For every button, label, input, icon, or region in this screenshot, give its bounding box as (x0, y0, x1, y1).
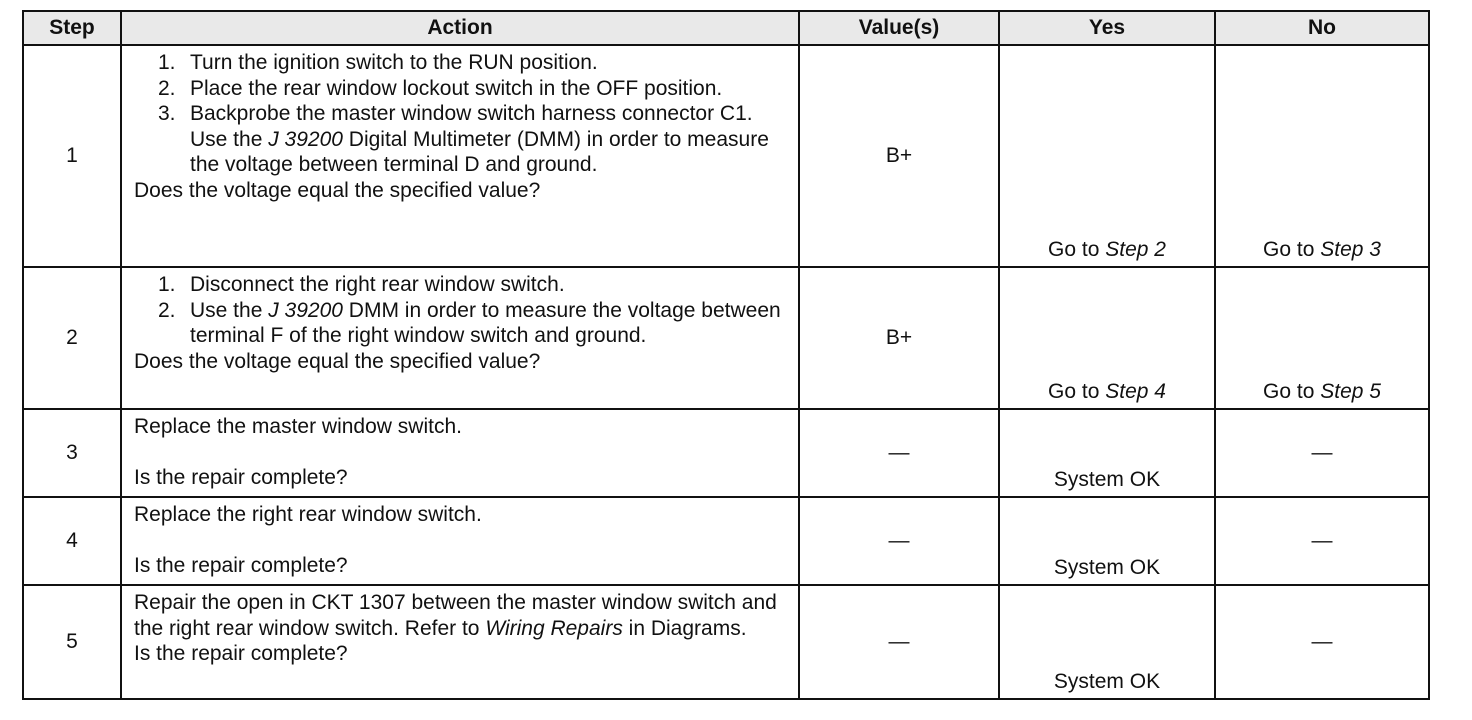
action-list (134, 272, 786, 349)
no-step-link: Step 3 (1320, 237, 1381, 261)
header-yes: Yes (999, 11, 1215, 45)
header-values: Value(s) (799, 11, 999, 45)
table-row (23, 409, 1429, 497)
yes-cell (999, 45, 1215, 267)
list-item (134, 272, 786, 298)
spacer (134, 528, 786, 553)
list-item (134, 50, 786, 76)
yes-step-link: Step 4 (1105, 379, 1166, 403)
step-number: 3 (23, 409, 121, 497)
no-cell (1215, 267, 1429, 409)
text-segment: Repair the open in CKT 1307 between the master window switch and the right rear window switch. Refer to (134, 591, 777, 640)
list-text: Disconnect the right rear window switch. (190, 273, 565, 296)
question-text: Does the voltage equal the specified value? (134, 178, 541, 202)
yes-cell: System OK (999, 585, 1215, 699)
list-text: Place the rear window lockout switch in the OFF position. (190, 76, 723, 100)
value-cell: — (799, 585, 999, 699)
action-cell (121, 267, 799, 409)
header-no: No (1215, 11, 1429, 45)
no-text: Go to (1263, 237, 1321, 261)
list-item (134, 76, 786, 102)
tool-reference: J 39200 (268, 298, 343, 322)
list-number: 1. (158, 51, 176, 74)
question-text: Is the repair complete? (134, 553, 348, 577)
list-text (190, 101, 786, 178)
step-number: 4 (23, 497, 121, 585)
header-step: Step (23, 11, 121, 45)
yes-text: Go to (1048, 237, 1106, 261)
yes-step-link: Step 2 (1105, 237, 1166, 261)
list-item (134, 298, 786, 349)
tool-reference: J 39200 (268, 127, 343, 151)
action-cell (121, 585, 799, 699)
action-cell (121, 497, 799, 585)
diagnostic-table (22, 10, 1430, 700)
list-number: 2. (158, 76, 176, 100)
wiring-repairs-reference: Wiring Repairs (485, 616, 623, 640)
value-cell: — (799, 409, 999, 497)
text-segment: in Diagrams. (622, 616, 747, 640)
no-step-link: Step 5 (1320, 379, 1381, 403)
action-text: Replace the master window switch. (134, 415, 462, 438)
list-item (134, 101, 786, 178)
value-cell: — (799, 497, 999, 585)
yes-text: Go to (1048, 379, 1106, 403)
list-number: 2. (158, 298, 176, 322)
table-row (23, 45, 1429, 267)
text-segment: Backprobe the master window switch harness connector C1. Use the (190, 102, 753, 151)
list-text (190, 298, 786, 349)
value-cell: B+ (799, 267, 999, 409)
no-cell: — (1215, 409, 1429, 497)
header-row (23, 11, 1429, 45)
list-number: 3. (158, 102, 176, 125)
table-row (23, 267, 1429, 409)
list-text: Turn the ignition switch to the RUN position. (190, 51, 598, 74)
step-number: 5 (23, 585, 121, 699)
header-action: Action (121, 11, 799, 45)
no-text: Go to (1263, 379, 1321, 403)
action-list (134, 50, 786, 178)
step-number: 2 (23, 267, 121, 409)
text-segment: DMM in order to measure the voltage between terminal F of the right window switch and ground. (190, 298, 781, 347)
text-segment: Use the (190, 298, 269, 322)
diagnostic-table-container (22, 10, 1428, 700)
question-text: Is the repair complete? (134, 465, 348, 489)
action-text (134, 590, 786, 641)
no-cell: — (1215, 497, 1429, 585)
step-number: 1 (23, 45, 121, 267)
yes-cell: System OK (999, 497, 1215, 585)
table-row (23, 585, 1429, 699)
action-cell (121, 409, 799, 497)
table-row (23, 497, 1429, 585)
text-segment: Digital Multimeter (DMM) in order to measure the voltage between terminal D and ground. (190, 127, 769, 176)
list-number: 1. (158, 273, 176, 296)
action-text: Replace the right rear window switch. (134, 503, 482, 526)
value-cell: B+ (799, 45, 999, 267)
action-cell (121, 45, 799, 267)
question-text: Does the voltage equal the specified value? (134, 349, 541, 373)
no-cell (1215, 45, 1429, 267)
spacer (134, 440, 786, 465)
no-cell: — (1215, 585, 1429, 699)
question-text: Is the repair complete? (134, 642, 348, 665)
yes-cell: System OK (999, 409, 1215, 497)
yes-cell (999, 267, 1215, 409)
